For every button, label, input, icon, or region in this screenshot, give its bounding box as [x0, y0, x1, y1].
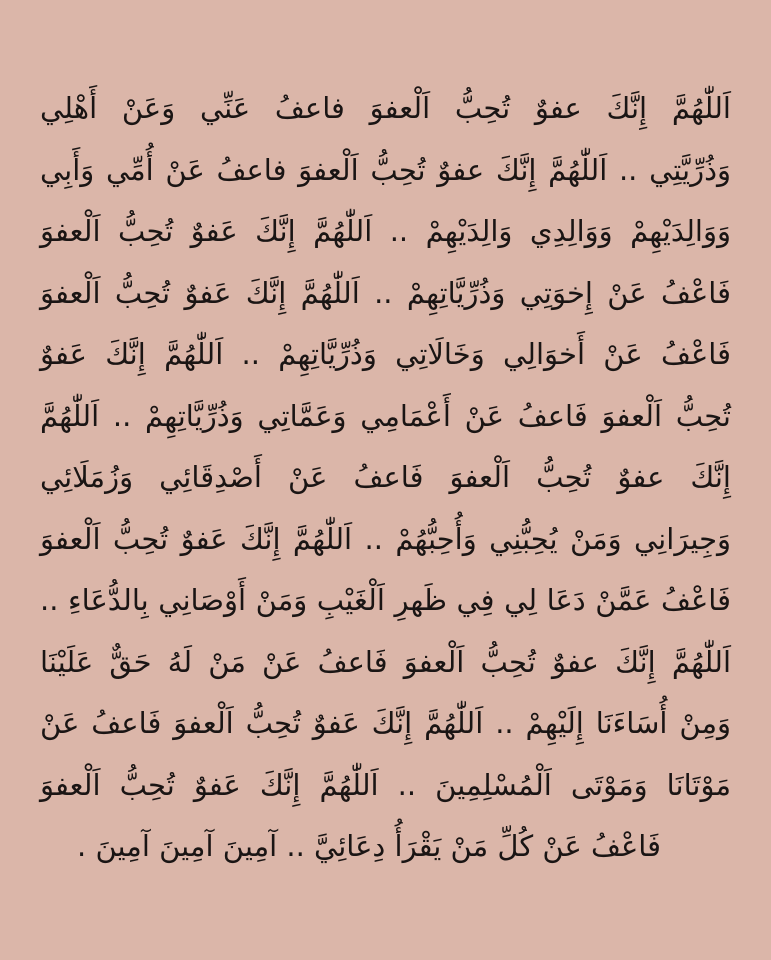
prayer-line-13: فَاعْفُ عَنْ كُلِّ مَنْ يَقْرَأُ دِعَائِيَّ .. آمِينَ آمِينَ آمِينَ .: [77, 829, 661, 863]
prayer-line-11: وَمِنْ أُسَاءَنَا إِلَيْهِمْ .. اَللّٰهُمَّ إِنَّكَ عَفوٌ تُحِبُّ اَلْعفوَ فَاعفُ عَنْ: [40, 706, 731, 740]
prayer-line-8: وَجِيرَانِي وَمَنْ يُحِبُّنِي وَأُحِبُّهُمْ .. اَللّٰهُمَّ إِنَّكَ عَفوٌ تُحِبُّ اَلْعفوَ: [40, 521, 731, 556]
prayer-line-3: وَوَالِدَيْهِمْ وَوَالِدِي وَالِدَيْهِمْ .. اَللّٰهُمَّ إِنَّكَ عَفوٌ تُحِبُّ اَلْعفوَ: [40, 214, 731, 248]
prayer-line-4: فَاعْفُ عَنْ إِخوَتِي وَذُرِّيَّاتِهِمْ .. اَللّٰهُمَّ إِنَّكَ عَفوٌ تُحِبُّ اَلْعفوَ: [40, 275, 731, 310]
prayer-line-12: مَوْتَانَا وَمَوْتَى اَلْمُسْلِمِينَ .. اَللّٰهُمَّ إِنَّكَ عَفوٌ تُحِبُّ اَلْعفوَ: [40, 767, 731, 802]
prayer-line-10: اَللّٰهُمَّ إِنَّكَ عفوٌ تُحِبُّ اَلْعفوَ فَاعفُ عَنْ مَنْ لَهُ حَقٌّ عَلَيْنَا: [40, 644, 731, 679]
prayer-line-2: وَذُرِّيَّتِي .. اَللّٰهُمَّ إِنَّكَ عفوٌ تُحِبُّ اَلْعفوَ فاعفُ عَنْ أُمِّي وَأَبِي: [40, 152, 731, 187]
prayer-line-6: تُحِبُّ اَلْعفوَ فَاعفُ عَنْ أَعْمَامِي وَعَمَّاتِي وَذُرِّيَّاتِهِمْ .. اَللّٰهُمَّ: [40, 398, 731, 433]
prayer-line-7: إِنَّكَ عفوٌ تُحِبُّ اَلْعفوَ فَاعفُ عَنْ أَصْدِقَائِي وَزُمَلَائِي: [40, 460, 731, 494]
prayer-line-1: اَللّٰهُمَّ إِنَّكَ عفوٌ تُحِبُّ اَلْعفوَ فاعفُ عَنِّي وَعَنْ أَهْلِي: [40, 91, 731, 125]
prayer-text: [40, 78, 731, 878]
prayer-line-5: فَاعْفُ عَنْ أَخوَالِي وَخَالَاتِي وَذُرِّيَّاتِهِمْ .. اَللّٰهُمَّ إِنَّكَ عَفوٌ: [40, 337, 731, 371]
prayer-line-9: فَاعْفُ عَمَّنْ دَعَا لِي فِي ظَهرِ اَلْغَيْبِ وَمَنْ أَوْصَانِي بِالدُّعَاءِ ..: [40, 583, 731, 617]
